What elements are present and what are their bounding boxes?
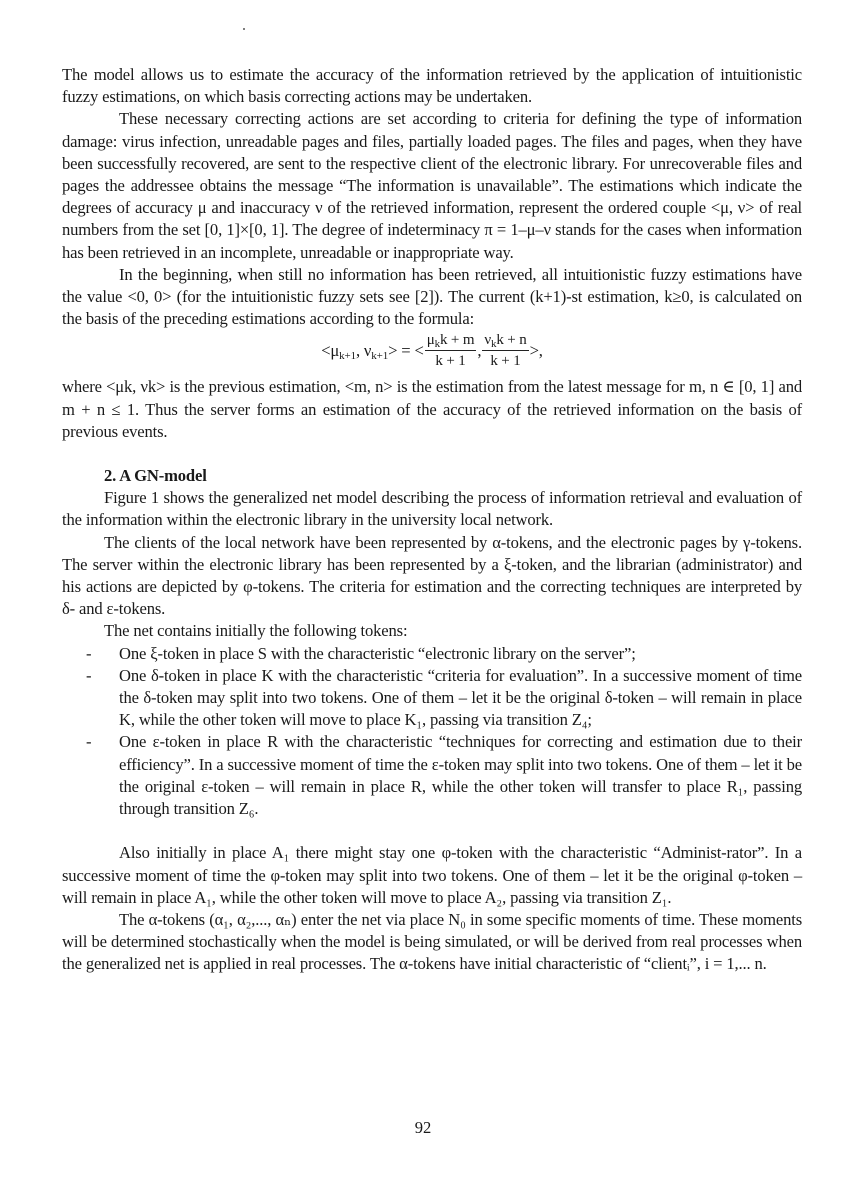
paragraph-formula-explanation: where <μk, νk> is the previous estimation, <m, n> is the estimation from the latest message for m, n ∈ [0, 1] and m + n ≤ 1. Thus the server forms an estimation of the accuracy of the retrieved information on the basis of previous events. bbox=[62, 377, 802, 441]
paragraph-alpha-tokens: The α-tokens (α₁, α₂,..., αₙ) enter the net via place N₀ in some specific moments of time. These moments will be determined stochastically when the model is being simulated, or will be derived from real processes when the generalized net is applied in real processes. The α-tokens have initial characteristic of “clientᵢ”, i = 1,... n. bbox=[62, 909, 802, 974]
formula-lhs: $<\mu_{k+1}$, $\nu_{k+1}>$ = < bbox=[321, 340, 424, 362]
scan-speck bbox=[243, 28, 245, 30]
paragraph-intro: The model allows us to estimate the accuracy of the information retrieved by the application of intuitionistic fuzzy estimations, on which basis correcting actions may be undertaken. bbox=[62, 65, 802, 107]
section-heading: 2. A GN-model bbox=[104, 466, 207, 486]
paragraph-beginning-estimations: In the beginning, when still no information has been retrieved, all intuitionistic fuzzy estimations have the value <0, 0> (for the intuitionistic fuzzy sets see [2]). The current (k+1)-st estimation, k≥0, is calculated on the basis of the preceding estimations according to the formula: bbox=[62, 264, 802, 329]
list-item-xi-token: - One ξ-token in place S with the characteristic “electronic library on the server”; bbox=[62, 643, 802, 665]
spacer bbox=[62, 820, 802, 842]
paragraph-initial-tokens-intro: The net contains initially the following tokens: bbox=[104, 621, 408, 641]
bullet-dash: - bbox=[86, 665, 92, 685]
bullet-dash: - bbox=[86, 643, 92, 663]
paragraph-figure-description: Figure 1 shows the generalized net model describing the process of information retrieval and evaluation of the information within the electronic library in the university local network. bbox=[62, 488, 802, 530]
initial-tokens-list bbox=[62, 643, 802, 821]
estimation-formula: $<\mu_{k+1}$, $\nu_{k+1}>$ = < $\frac{\mu_kk + m}{k + 1}$ , $\frac{\nu_kk + n}{k + 1}$ >, bbox=[321, 332, 543, 370]
bullet-dash: - bbox=[86, 732, 92, 752]
formula-rhs: >, bbox=[529, 340, 543, 360]
paragraph-administrator-token: Also initially in place A₁ there might stay one φ-token with the characteristic “Administ-rator”. In a successive moment of time the φ-token may split into two tokens. One of them – let it be the original φ-token – will remain in place A₁, while the other token will move to place A₂, passing via transition Z₁. bbox=[62, 843, 802, 907]
paragraph-token-representation: The clients of the local network have been represented by α-tokens, and the electronic pages by γ-tokens. The server within the electronic library has been represented by a ξ-token, and the librarian (administrator) and his actions are depicted by φ-tokens. The criteria for estimation and the correcting techniques are interpreted by δ- and ε-tokens. bbox=[62, 532, 802, 619]
paragraph-correcting-actions: These necessary correcting actions are set according to criteria for defining the type of information damage: virus infection, unreadable pages and files, partially loaded pages. The files and pages, when they have been successfully recovered, are sent to the respective client of the electronic library. For unrecoverable files and pages the addressee obtains the message “The information is unavailable”. The estimations which indicate the degrees of accuracy μ and inaccuracy ν of the retrieved information, represent the ordered couple <μ, ν> of real numbers from the set [0, 1]×[0, 1]. The degree of indeterminacy π = 1–μ–ν stands for the cases when information has been retrieved in an incomplete, unreadable or inappropriate way. bbox=[62, 109, 802, 262]
document-page bbox=[62, 64, 802, 976]
formula-fraction-mu: $\frac{\mu_kk + m}{k + 1}$ bbox=[426, 332, 475, 370]
page-number: 92 bbox=[414, 1118, 432, 1137]
list-item-delta-token: - One δ-token in place K with the characteristic “criteria for evaluation”. In a successive moment of time the δ-token may split into two tokens. One of them – let it be the original δ-token – will remain in place K, while the other token will move to place K₁, passing via transition Z₄; bbox=[86, 665, 802, 730]
list-item-epsilon-token: - One ε-token in place R with the characteristic “techniques for correcting and estimation due to their efficiency”. In a successive moment of time the ε-token may split into two tokens. One of them – let it be the original ε-token – will remain in place R, while the other token will transfer to place R₁, passing through transition Z₆. bbox=[86, 732, 802, 819]
formula-fraction-nu: $\frac{\nu_kk + n}{k + 1}$ bbox=[484, 332, 527, 370]
